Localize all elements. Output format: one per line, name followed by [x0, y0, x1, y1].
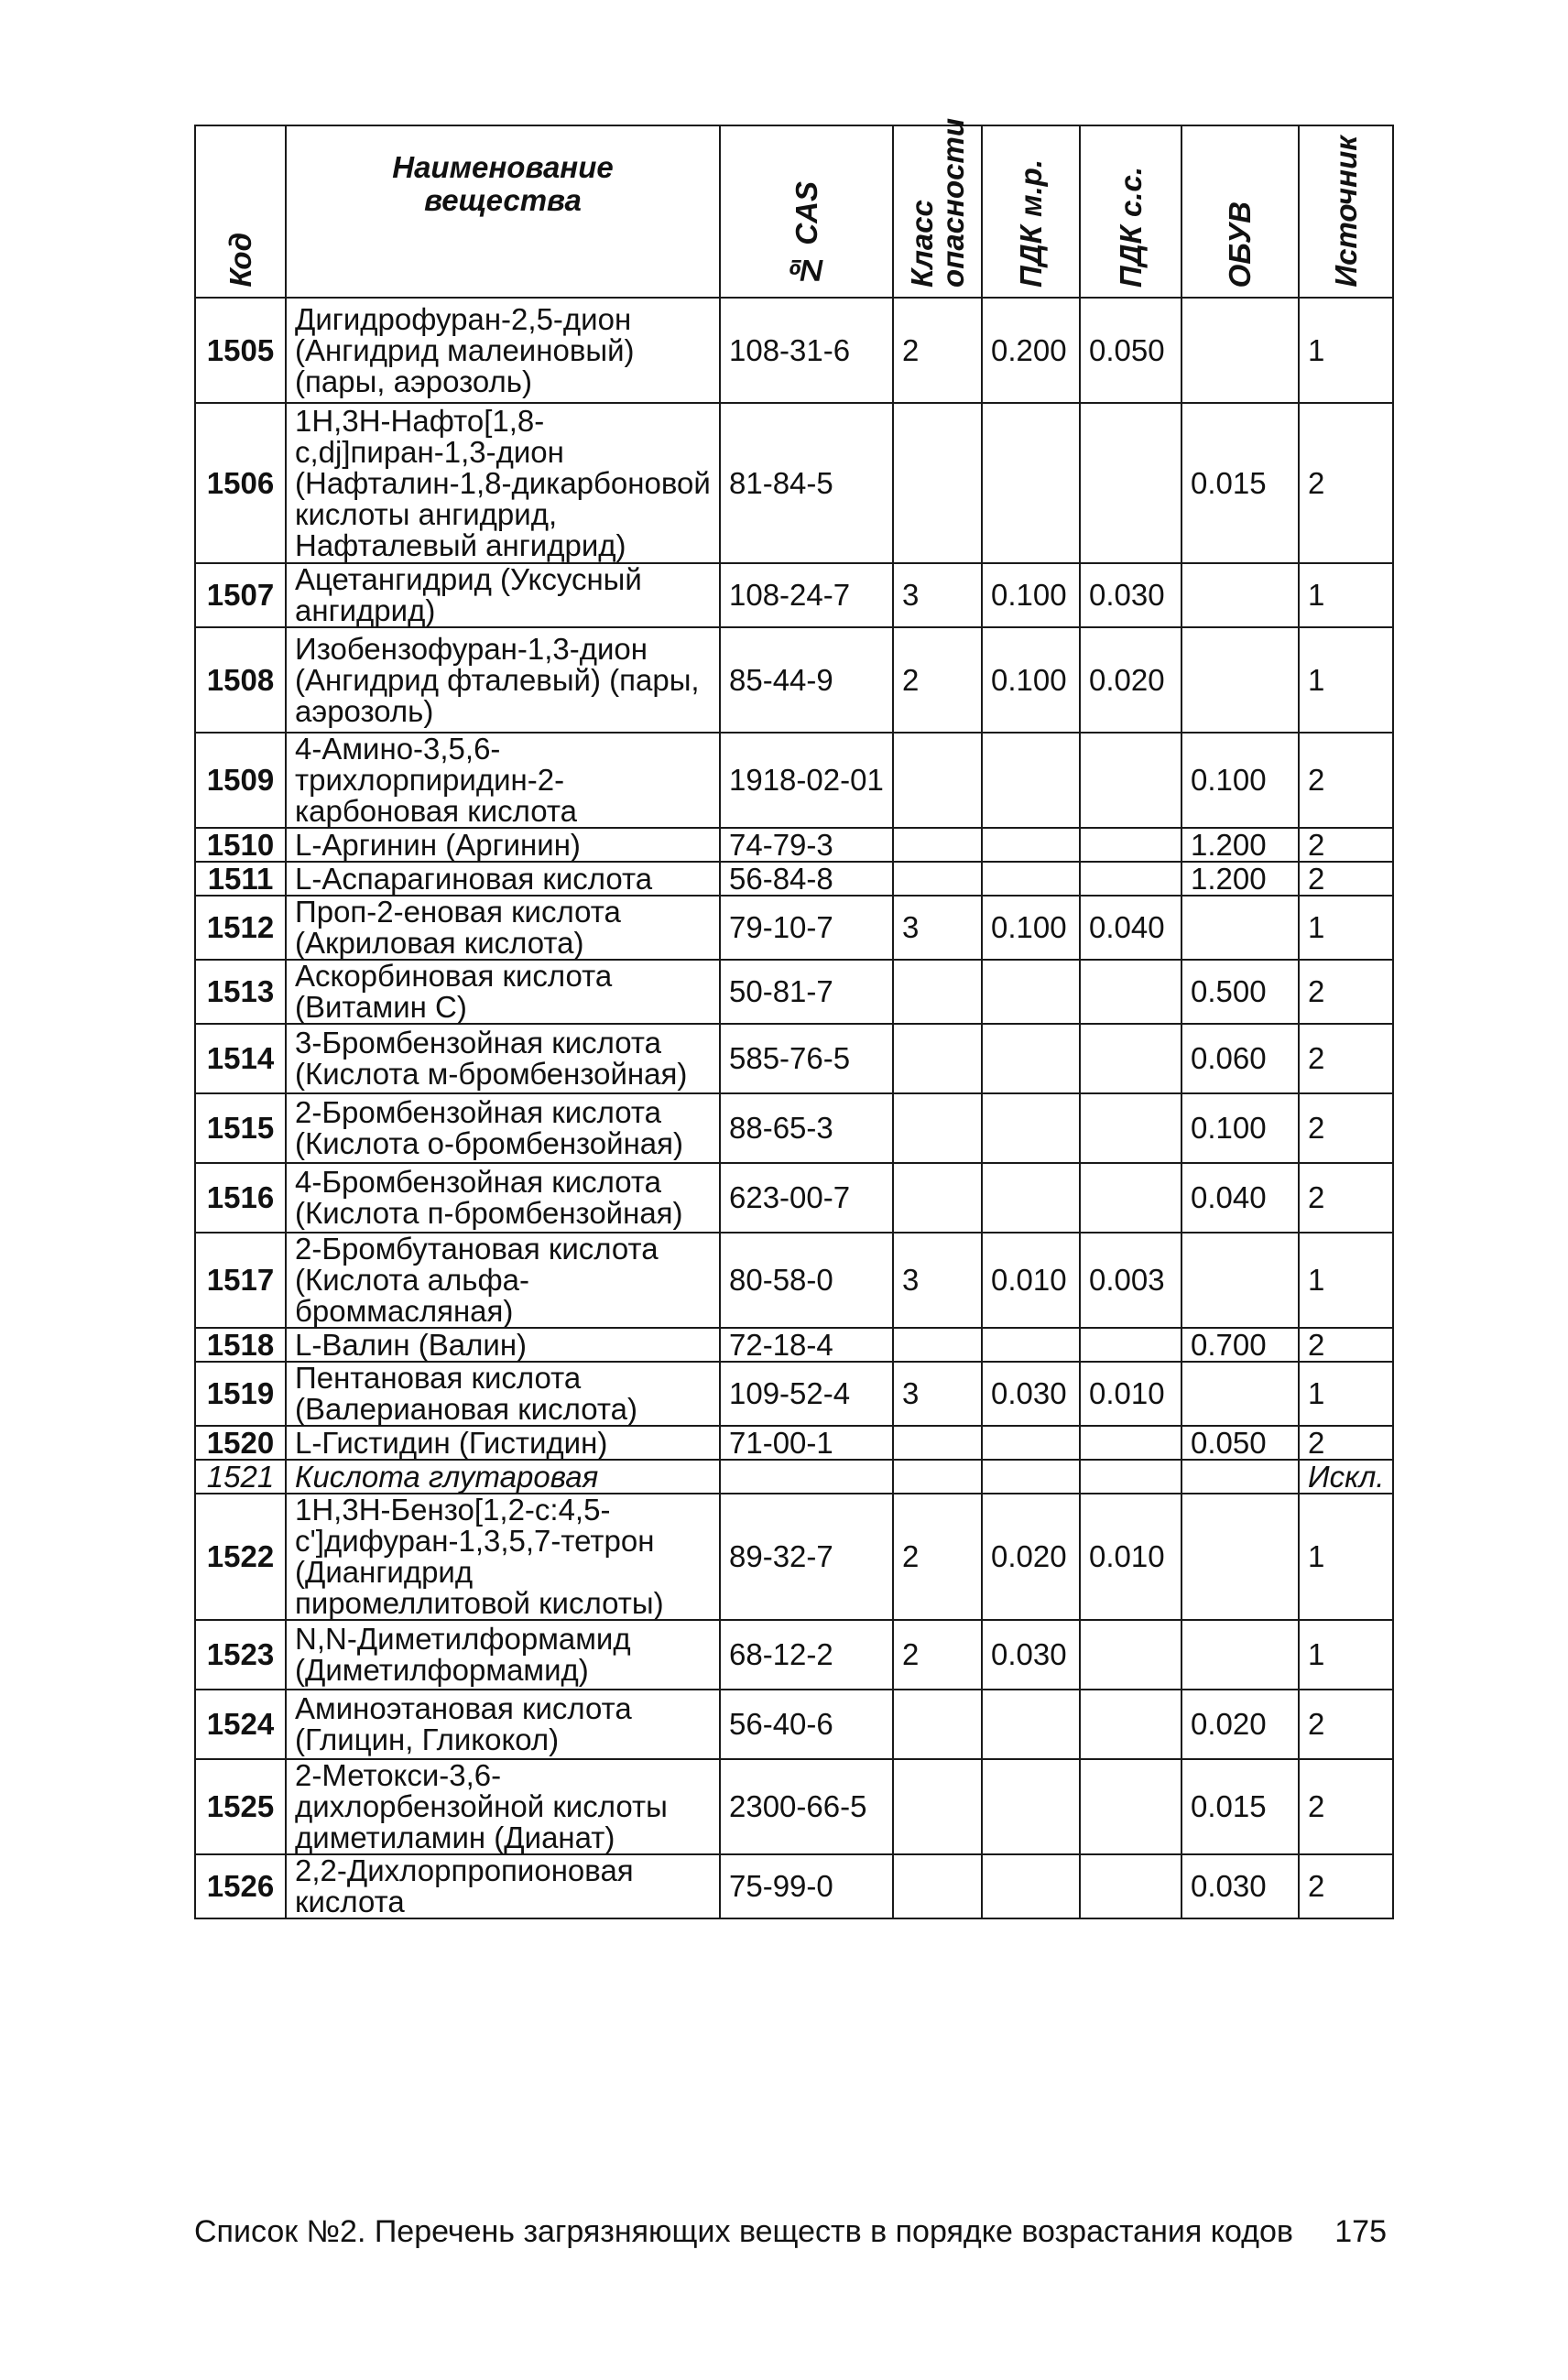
cell-cas: 71-00-1 [720, 1426, 893, 1460]
cell-obuv: 0.050 [1181, 1426, 1299, 1460]
cell-name: N,N-Диметилформамид (Диметилформамид) [286, 1620, 720, 1690]
cell-pdk-mr: 0.030 [982, 1620, 1080, 1690]
cell-obuv: 0.060 [1181, 1024, 1299, 1093]
cell-source: 2 [1299, 828, 1393, 862]
cell-code: 1517 [195, 1233, 286, 1328]
cell-hazard-class [893, 1759, 982, 1854]
substances-table [194, 118, 1394, 1919]
cell-code: 1520 [195, 1426, 286, 1460]
cell-pdk-ss: 0.030 [1080, 563, 1181, 627]
cell-hazard-class [893, 1093, 982, 1163]
table-row [195, 733, 1393, 828]
cell-obuv [1181, 1233, 1299, 1328]
table-row [195, 298, 1393, 403]
cell-pdk-mr: 0.030 [982, 1362, 1080, 1426]
cell-obuv: 0.700 [1181, 1328, 1299, 1362]
cell-pdk-mr [982, 1460, 1080, 1494]
header-obuv: ОБУВ [1181, 125, 1299, 298]
cell-hazard-class: 3 [893, 563, 982, 627]
header-source: Источник [1299, 125, 1393, 298]
table-row [195, 1460, 1393, 1494]
header-hazard-class: Класс опасности [893, 125, 982, 298]
cell-cas: 89-32-7 [720, 1494, 893, 1620]
cell-obuv [1181, 563, 1299, 627]
cell-cas: 81-84-5 [720, 403, 893, 563]
cell-cas: 79-10-7 [720, 896, 893, 960]
cell-name: L-Аспарагиновая кислота [286, 862, 720, 896]
cell-source: 2 [1299, 733, 1393, 828]
cell-source: Искл. [1299, 1460, 1393, 1494]
cell-hazard-class [893, 1024, 982, 1093]
cell-pdk-mr [982, 1163, 1080, 1233]
table-row [195, 1854, 1393, 1918]
cell-cas: 108-24-7 [720, 563, 893, 627]
cell-name: 1Н,3Н-Бензо[1,2-c:4,5-c']дифуран-1,3,5,7-тетрон (Диангидрид пиромеллитовой кислоты) [286, 1494, 720, 1620]
cell-code: 1526 [195, 1854, 286, 1918]
cell-obuv [1181, 298, 1299, 403]
cell-pdk-mr: 0.010 [982, 1233, 1080, 1328]
cell-pdk-mr: 0.020 [982, 1494, 1080, 1620]
cell-pdk-ss [1080, 1163, 1181, 1233]
cell-pdk-mr [982, 1854, 1080, 1918]
table-row [195, 828, 1393, 862]
cell-pdk-ss [1080, 960, 1181, 1024]
table-row [195, 1233, 1393, 1328]
cell-obuv [1181, 1620, 1299, 1690]
cell-pdk-ss: 0.040 [1080, 896, 1181, 960]
cell-code: 1508 [195, 627, 286, 733]
cell-pdk-ss [1080, 1460, 1181, 1494]
cell-code: 1509 [195, 733, 286, 828]
cell-name: 4-Бромбензойная кислота (Кислота п-бромбензойная) [286, 1163, 720, 1233]
cell-hazard-class [893, 960, 982, 1024]
header-pdk-mr: ПДК м.р. [982, 125, 1080, 298]
cell-pdk-ss [1080, 828, 1181, 862]
cell-pdk-ss [1080, 1426, 1181, 1460]
cell-name: 2-Бромбензойная кислота (Кислота о-бромбензойная) [286, 1093, 720, 1163]
cell-source: 1 [1299, 1494, 1393, 1620]
cell-name: Аминоэтановая кислота (Глицин, Гликокол) [286, 1690, 720, 1759]
cell-cas: 80-58-0 [720, 1233, 893, 1328]
cell-source: 2 [1299, 1426, 1393, 1460]
cell-hazard-class: 2 [893, 1494, 982, 1620]
cell-name: L-Валин (Валин) [286, 1328, 720, 1362]
cell-name: Пентановая кислота (Валериановая кислота) [286, 1362, 720, 1426]
table-body [195, 298, 1393, 1918]
table-row [195, 627, 1393, 733]
cell-pdk-ss: 0.020 [1080, 627, 1181, 733]
cell-obuv: 0.015 [1181, 1759, 1299, 1854]
cell-source: 1 [1299, 627, 1393, 733]
table-row [195, 1759, 1393, 1854]
cell-hazard-class: 2 [893, 627, 982, 733]
cell-code: 1506 [195, 403, 286, 563]
table-row [195, 563, 1393, 627]
cell-cas: 85-44-9 [720, 627, 893, 733]
cell-pdk-ss [1080, 733, 1181, 828]
table-row [195, 1426, 1393, 1460]
cell-obuv: 0.040 [1181, 1163, 1299, 1233]
table-row [195, 896, 1393, 960]
cell-obuv: 0.500 [1181, 960, 1299, 1024]
cell-code: 1505 [195, 298, 286, 403]
cell-source: 2 [1299, 1328, 1393, 1362]
page-footer [194, 2214, 1387, 2250]
cell-pdk-mr [982, 1093, 1080, 1163]
cell-obuv [1181, 627, 1299, 733]
cell-obuv [1181, 1460, 1299, 1494]
cell-pdk-ss [1080, 1690, 1181, 1759]
table-row [195, 403, 1393, 563]
cell-pdk-mr [982, 960, 1080, 1024]
cell-pdk-ss [1080, 1759, 1181, 1854]
cell-name: 2-Метокси-3,6-дихлорбензойной кислоты диметиламин (Дианат) [286, 1759, 720, 1854]
cell-cas: 108-31-6 [720, 298, 893, 403]
cell-name: 1Н,3Н-Нафто[1,8-c,dj]пиран-1,3-дион (Нафталин-1,8-дикарбоновой кислоты ангидрид, Нафталевый ангидрид) [286, 403, 720, 563]
cell-cas: 585-76-5 [720, 1024, 893, 1093]
cell-obuv: 0.030 [1181, 1854, 1299, 1918]
cell-code: 1512 [195, 896, 286, 960]
cell-cas: 1918-02-01 [720, 733, 893, 828]
cell-code: 1515 [195, 1093, 286, 1163]
cell-hazard-class: 3 [893, 1233, 982, 1328]
cell-name: L-Гистидин (Гистидин) [286, 1426, 720, 1460]
cell-pdk-mr: 0.200 [982, 298, 1080, 403]
cell-pdk-ss [1080, 1328, 1181, 1362]
cell-cas: 50-81-7 [720, 960, 893, 1024]
cell-obuv: 0.100 [1181, 733, 1299, 828]
cell-source: 2 [1299, 1759, 1393, 1854]
cell-pdk-mr: 0.100 [982, 896, 1080, 960]
table-row [195, 1024, 1393, 1093]
cell-cas: 56-84-8 [720, 862, 893, 896]
cell-hazard-class: 3 [893, 1362, 982, 1426]
cell-source: 2 [1299, 1024, 1393, 1093]
cell-name: Кислота глутаровая [286, 1460, 720, 1494]
table-row [195, 960, 1393, 1024]
cell-name: 4-Амино-3,5,6-трихлорпиридин-2-карбоновая кислота [286, 733, 720, 828]
cell-pdk-ss [1080, 1620, 1181, 1690]
cell-pdk-mr [982, 733, 1080, 828]
cell-cas: 109-52-4 [720, 1362, 893, 1426]
cell-code: 1522 [195, 1494, 286, 1620]
cell-source: 2 [1299, 1163, 1393, 1233]
cell-hazard-class [893, 828, 982, 862]
cell-pdk-mr: 0.100 [982, 563, 1080, 627]
cell-code: 1518 [195, 1328, 286, 1362]
cell-cas: 74-79-3 [720, 828, 893, 862]
cell-name: Аскорбиновая кислота (Витамин С) [286, 960, 720, 1024]
cell-name: 3-Бромбензойная кислота (Кислота м-бромбензойная) [286, 1024, 720, 1093]
cell-source: 2 [1299, 403, 1393, 563]
table-row [195, 1620, 1393, 1690]
cell-name: Проп-2-еновая кислота (Акриловая кислота) [286, 896, 720, 960]
cell-source: 1 [1299, 896, 1393, 960]
cell-obuv: 1.200 [1181, 862, 1299, 896]
cell-code: 1524 [195, 1690, 286, 1759]
cell-obuv: 0.020 [1181, 1690, 1299, 1759]
cell-pdk-mr [982, 403, 1080, 563]
header-name: Наименование вещества [286, 125, 720, 298]
cell-code: 1514 [195, 1024, 286, 1093]
cell-source: 2 [1299, 960, 1393, 1024]
cell-code: 1521 [195, 1460, 286, 1494]
cell-obuv: 0.100 [1181, 1093, 1299, 1163]
cell-code: 1519 [195, 1362, 286, 1426]
table-row [195, 1163, 1393, 1233]
cell-hazard-class: 2 [893, 1620, 982, 1690]
cell-name: 2,2-Дихлорпропионовая кислота [286, 1854, 720, 1918]
cell-pdk-mr [982, 1690, 1080, 1759]
cell-pdk-ss [1080, 862, 1181, 896]
cell-source: 2 [1299, 1093, 1393, 1163]
table-row [195, 1690, 1393, 1759]
cell-cas: 56-40-6 [720, 1690, 893, 1759]
cell-pdk-ss [1080, 1093, 1181, 1163]
cell-pdk-mr [982, 1024, 1080, 1093]
cell-pdk-mr: 0.100 [982, 627, 1080, 733]
cell-obuv [1181, 1362, 1299, 1426]
cell-obuv: 1.200 [1181, 828, 1299, 862]
header-pdk-ss: ПДК с.с. [1080, 125, 1181, 298]
cell-pdk-ss [1080, 403, 1181, 563]
cell-source: 1 [1299, 298, 1393, 403]
cell-name: Изобензофуран-1,3-дион (Ангидрид фталевый) (пары, аэрозоль) [286, 627, 720, 733]
cell-cas: 75-99-0 [720, 1854, 893, 1918]
cell-pdk-mr [982, 828, 1080, 862]
cell-cas [720, 1460, 893, 1494]
cell-name: 2-Бромбутановая кислота (Кислота альфа-броммасляная) [286, 1233, 720, 1328]
table-row [195, 1093, 1393, 1163]
cell-source: 2 [1299, 1690, 1393, 1759]
cell-code: 1516 [195, 1163, 286, 1233]
cell-hazard-class: 3 [893, 896, 982, 960]
cell-hazard-class [893, 1426, 982, 1460]
cell-obuv [1181, 896, 1299, 960]
cell-pdk-mr [982, 1759, 1080, 1854]
table-row [195, 1494, 1393, 1620]
cell-cas: 72-18-4 [720, 1328, 893, 1362]
cell-pdk-ss: 0.003 [1080, 1233, 1181, 1328]
cell-code: 1523 [195, 1620, 286, 1690]
page-number: 175 [1334, 2214, 1387, 2249]
cell-cas: 68-12-2 [720, 1620, 893, 1690]
cell-source: 1 [1299, 1620, 1393, 1690]
cell-pdk-ss: 0.010 [1080, 1494, 1181, 1620]
cell-source: 1 [1299, 1233, 1393, 1328]
cell-pdk-ss [1080, 1024, 1181, 1093]
table-row [195, 862, 1393, 896]
cell-name: Дигидрофуран-2,5-дион (Ангидрид малеиновый) (пары, аэрозоль) [286, 298, 720, 403]
cell-source: 2 [1299, 862, 1393, 896]
cell-hazard-class [893, 1460, 982, 1494]
cell-source: 1 [1299, 1362, 1393, 1426]
cell-obuv: 0.015 [1181, 403, 1299, 563]
cell-pdk-ss [1080, 1854, 1181, 1918]
cell-code: 1525 [195, 1759, 286, 1854]
cell-source: 1 [1299, 563, 1393, 627]
cell-name: L-Аргинин (Аргинин) [286, 828, 720, 862]
cell-hazard-class [893, 403, 982, 563]
cell-hazard-class [893, 862, 982, 896]
cell-hazard-class: 2 [893, 298, 982, 403]
cell-pdk-mr [982, 1426, 1080, 1460]
cell-hazard-class [893, 1328, 982, 1362]
cell-hazard-class [893, 733, 982, 828]
cell-cas: 623-00-7 [720, 1163, 893, 1233]
table-row [195, 1328, 1393, 1362]
header-cas: № CAS [720, 125, 893, 298]
cell-hazard-class [893, 1690, 982, 1759]
cell-pdk-mr [982, 862, 1080, 896]
cell-hazard-class [893, 1854, 982, 1918]
cell-code: 1507 [195, 563, 286, 627]
cell-hazard-class [893, 1163, 982, 1233]
cell-code: 1510 [195, 828, 286, 862]
cell-pdk-mr [982, 1328, 1080, 1362]
header-code: Код [195, 125, 286, 298]
cell-name: Ацетангидрид (Уксусный ангидрид) [286, 563, 720, 627]
cell-source: 2 [1299, 1854, 1393, 1918]
cell-cas: 88-65-3 [720, 1093, 893, 1163]
footer-caption: Список №2. Перечень загрязняющих веществ в порядке возрастания кодов [194, 2214, 1293, 2249]
cell-obuv [1181, 1494, 1299, 1620]
table-header-row [195, 125, 1393, 298]
cell-pdk-ss: 0.010 [1080, 1362, 1181, 1426]
cell-pdk-ss: 0.050 [1080, 298, 1181, 403]
table-row [195, 1362, 1393, 1426]
cell-code: 1513 [195, 960, 286, 1024]
cell-cas: 2300-66-5 [720, 1759, 893, 1854]
cell-code: 1511 [195, 862, 286, 896]
